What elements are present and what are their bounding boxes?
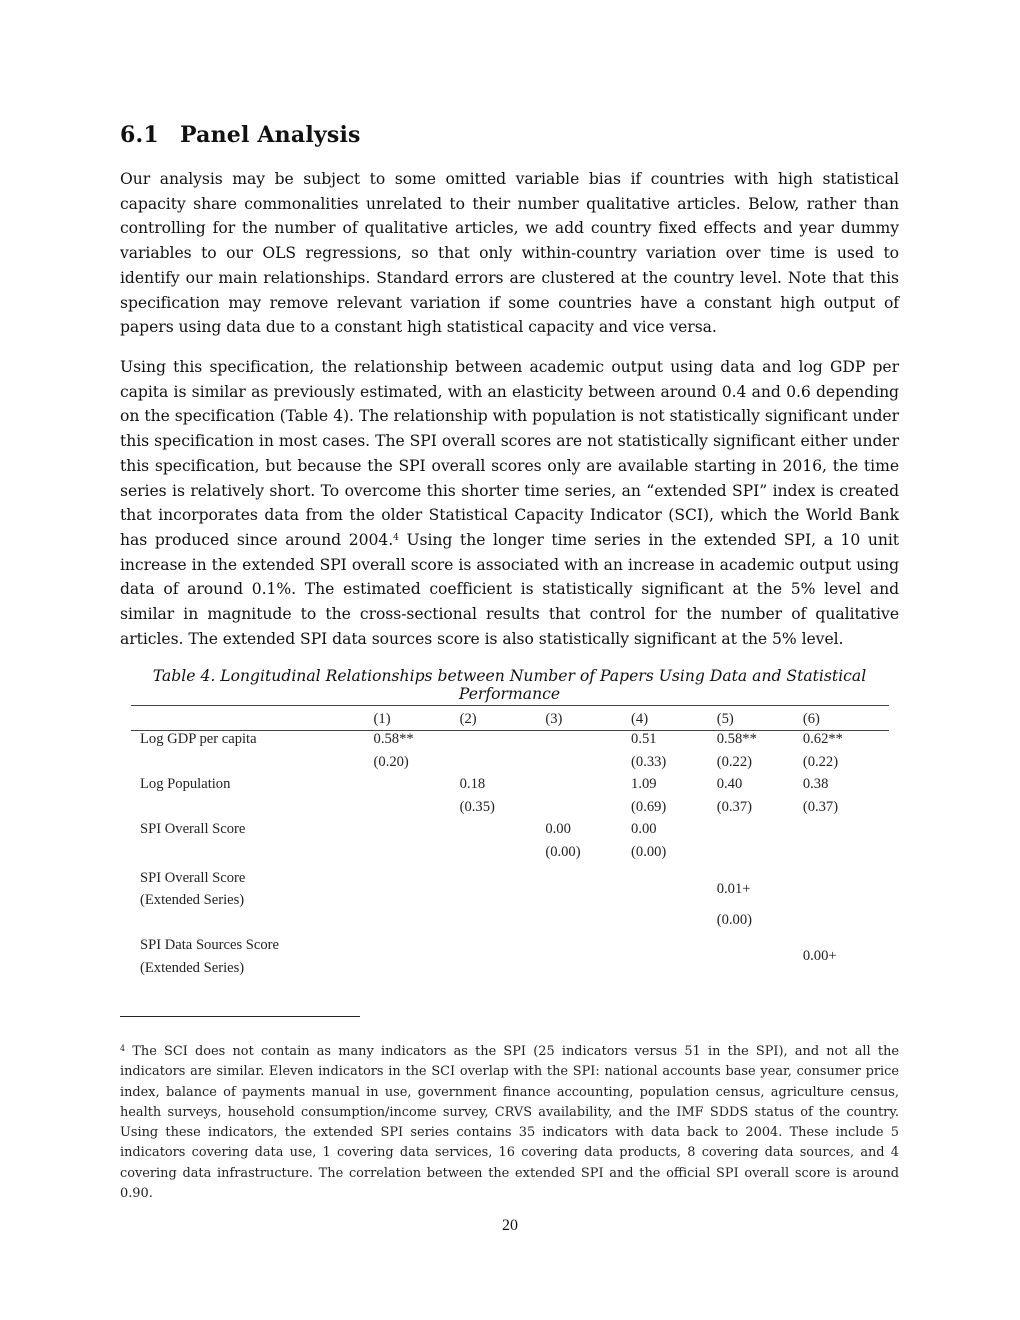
paragraph-2-text-b: Using the longer time series in the extended SPI, a 10 unit increase in the extended SPI overall score is associated with an increase in academic output using data of around 0.1%. The estimated coefficient is statistically significant at the 5% level and similar in magnitude to the cross-sectional results that control for the number of qualitative articles. The extended SPI data sources score is also statistically significant at the 5% level. bbox=[120, 530, 899, 648]
footnote-divider bbox=[120, 1016, 360, 1017]
cell: (0.00) bbox=[631, 843, 667, 860]
cell bbox=[545, 799, 631, 822]
footnote bbox=[120, 1042, 899, 1204]
table-header-row bbox=[131, 706, 889, 731]
row-label-spi-overall-extended bbox=[131, 867, 374, 912]
cell: (0.33) bbox=[631, 753, 667, 770]
cell: 1.09 bbox=[631, 776, 657, 793]
cell bbox=[374, 912, 460, 935]
cell bbox=[803, 867, 889, 912]
section-title: Panel Analysis bbox=[180, 122, 361, 148]
cell bbox=[545, 934, 631, 979]
row-label-spi-overall: SPI Overall Score bbox=[140, 821, 246, 838]
cell: 0.00 bbox=[631, 821, 657, 838]
cell bbox=[803, 821, 889, 844]
column-header-3: (3) bbox=[545, 706, 631, 731]
cell bbox=[803, 844, 889, 867]
cell: (0.00) bbox=[716, 911, 752, 928]
row-label-line: (Extended Series) bbox=[140, 892, 245, 909]
table-row bbox=[131, 844, 889, 867]
column-header-1: (1) bbox=[374, 706, 460, 731]
cell bbox=[374, 776, 460, 799]
cell bbox=[460, 844, 546, 867]
body-paragraph-2 bbox=[120, 355, 899, 651]
table-row bbox=[131, 821, 889, 844]
cell bbox=[460, 934, 546, 979]
row-label-gdp: Log GDP per capita bbox=[140, 731, 257, 747]
body-paragraph-1: Our analysis may be subject to some omitted variable bias if countries with high statistical capacity share commonalities unrelated to their number qualitative articles. Below, rather than controlling for the number of qualitative articles, we add country fixed effects and year dummy variables to our OLS regressions, so that only within-country variation over time is used to identify our main relationships. Standard errors are clustered at the country level. Note that this specification may remove relevant variation if some countries have a constant high output of papers using data due to a constant high statistical capacity and vice versa. bbox=[120, 170, 899, 337]
cell: 0.01+ bbox=[716, 880, 751, 897]
table-row bbox=[131, 731, 889, 754]
row-label-blank bbox=[131, 754, 374, 777]
cell bbox=[545, 912, 631, 935]
page-number: 20 bbox=[502, 1217, 518, 1234]
cell bbox=[374, 821, 460, 844]
column-header-6: (6) bbox=[803, 706, 889, 731]
row-label-spi-data-sources-extended bbox=[131, 934, 374, 979]
cell bbox=[717, 821, 803, 844]
cell: 0.62** bbox=[802, 731, 843, 747]
cell bbox=[631, 934, 717, 979]
column-header-4: (4) bbox=[631, 706, 717, 731]
footnote-marker: 4 bbox=[120, 1044, 126, 1053]
row-label-blank bbox=[131, 799, 374, 822]
table-row bbox=[131, 754, 889, 777]
row-label-line: SPI Data Sources Score bbox=[140, 937, 280, 954]
regression-table bbox=[131, 705, 889, 980]
row-label-population: Log Population bbox=[140, 776, 231, 793]
section-heading bbox=[120, 122, 361, 148]
table-caption: Table 4. Longitudinal Relationships between Number of Papers Using Data and Statistical Performance bbox=[152, 667, 867, 703]
table-row bbox=[131, 799, 889, 822]
cell: (0.22) bbox=[716, 753, 752, 770]
cell bbox=[460, 821, 546, 844]
column-header-2: (2) bbox=[460, 706, 546, 731]
table-row bbox=[131, 776, 889, 799]
cell: (0.20) bbox=[373, 753, 409, 770]
cell: (0.00) bbox=[545, 843, 581, 860]
cell: (0.35) bbox=[459, 798, 495, 815]
cell: (0.69) bbox=[631, 798, 667, 815]
row-label-line: (Extended Series) bbox=[140, 959, 245, 976]
cell bbox=[374, 867, 460, 912]
cell: (0.37) bbox=[802, 798, 839, 815]
cell bbox=[803, 912, 889, 935]
row-label-blank bbox=[131, 844, 374, 867]
cell bbox=[717, 934, 803, 979]
cell: 0.58** bbox=[716, 731, 757, 747]
paragraph-2-text-a: Using this specification, the relationship between academic output using data and log GDP per capita is similar as previously estimated, with an elasticity between around 0.4 and 0.6 depending on the specification (Table 4). The relationship with population is not statistically significant under this specification in most cases. The SPI overall scores are not statistically significant either under this specification, but because the SPI overall scores only are available starting in 2016, the time series is relatively short. To overcome this shorter time series, an “extended SPI” index is created that incorporates data from the older Statistical Capacity Indicator (SCI), which the World Bank has produced since around 2004. bbox=[120, 358, 899, 549]
table-row bbox=[131, 934, 889, 979]
cell bbox=[545, 754, 631, 777]
cell: 0.00 bbox=[545, 821, 571, 838]
cell: 0.18 bbox=[459, 776, 486, 793]
table-row bbox=[131, 867, 889, 912]
footnote-reference: 4 bbox=[393, 532, 399, 543]
cell bbox=[460, 912, 546, 935]
cell: 0.58** bbox=[373, 731, 414, 747]
cell: 0.51 bbox=[631, 731, 657, 747]
cell: (0.22) bbox=[802, 753, 839, 770]
column-header-5: (5) bbox=[717, 706, 803, 731]
header-blank-cell bbox=[131, 706, 374, 731]
cell bbox=[374, 799, 460, 822]
cell bbox=[460, 867, 546, 912]
cell bbox=[631, 867, 717, 912]
footnote-text: The SCI does not contain as many indicators as the SPI (25 indicators versus 51 in the SPI), and not all the indicators are similar. Eleven indicators in the SCI overlap with the SPI: national accounts base year, consumer price index, balance of payments manual in use, government finance accounting, population census, agriculture census, health surveys, household consumption/income survey, CRVS availability, and the IMF SDDS status of the country. Using these indicators, the extended SPI series contains 35 indicators with data back to 2004. These include 5 indicators covering data use, 1 covering data services, 16 covering data products, 8 covering data sources, and 4 covering data infrastructure. The correlation between the extended SPI and the official SPI overall score is around 0.90. bbox=[120, 1044, 899, 1202]
cell bbox=[374, 844, 460, 867]
cell: 0.00+ bbox=[802, 948, 837, 965]
cell: 0.38 bbox=[802, 776, 829, 793]
table-row bbox=[131, 912, 889, 935]
cell bbox=[545, 776, 631, 799]
cell bbox=[545, 731, 631, 754]
section-number: 6.1 bbox=[120, 122, 159, 148]
cell bbox=[631, 912, 717, 935]
cell: 0.40 bbox=[716, 776, 743, 793]
row-label-blank bbox=[131, 912, 374, 935]
cell bbox=[460, 731, 546, 754]
cell bbox=[374, 934, 460, 979]
row-label-line: SPI Overall Score bbox=[140, 869, 246, 886]
cell bbox=[460, 754, 546, 777]
cell bbox=[717, 844, 803, 867]
cell bbox=[545, 867, 631, 912]
cell: (0.37) bbox=[716, 798, 752, 815]
